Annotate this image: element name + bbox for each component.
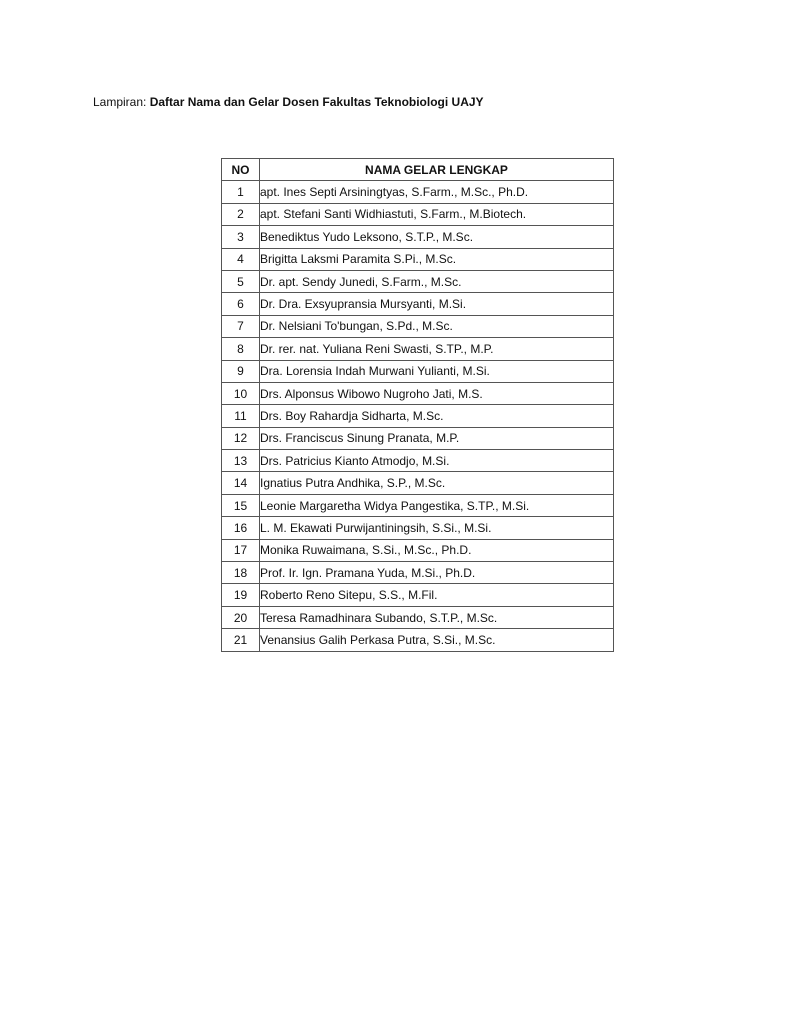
lecturer-name: Benediktus Yudo Leksono, S.T.P., M.Sc. <box>260 226 614 248</box>
table-row <box>222 360 614 382</box>
row-number: 3 <box>222 226 260 248</box>
row-number: 19 <box>222 584 260 606</box>
lecturer-name: Drs. Franciscus Sinung Pranata, M.P. <box>260 427 614 449</box>
lecturer-name: Drs. Patricius Kianto Atmodjo, M.Si. <box>260 450 614 472</box>
lecturer-name: Monika Ruwaimana, S.Si., M.Sc., Ph.D. <box>260 539 614 561</box>
table-row <box>222 315 614 337</box>
table-row <box>222 539 614 561</box>
lecturer-name: L. M. Ekawati Purwijantiningsih, S.Si., M.Si. <box>260 517 614 539</box>
table-row <box>222 494 614 516</box>
table-row <box>222 427 614 449</box>
row-number: 15 <box>222 494 260 516</box>
table-body <box>222 181 614 651</box>
lecturer-name: Prof. Ir. Ign. Pramana Yuda, M.Si., Ph.D. <box>260 562 614 584</box>
table-row <box>222 293 614 315</box>
table-row <box>222 472 614 494</box>
row-number: 17 <box>222 539 260 561</box>
row-number: 12 <box>222 427 260 449</box>
lecturer-name: Dr. Dra. Exsyupransia Mursyanti, M.Si. <box>260 293 614 315</box>
table-row <box>222 338 614 360</box>
lecturer-table <box>221 158 614 652</box>
table-row <box>222 203 614 225</box>
lecturer-name: Dr. rer. nat. Yuliana Reni Swasti, S.TP., M.P. <box>260 338 614 360</box>
row-number: 10 <box>222 382 260 404</box>
column-header-name: NAMA GELAR LENGKAP <box>260 159 614 181</box>
row-number: 4 <box>222 248 260 270</box>
lecturer-name: Brigitta Laksmi Paramita S.Pi., M.Sc. <box>260 248 614 270</box>
row-number: 1 <box>222 181 260 203</box>
lecturer-name: Venansius Galih Perkasa Putra, S.Si., M.Sc. <box>260 629 614 651</box>
table-row <box>222 606 614 628</box>
row-number: 9 <box>222 360 260 382</box>
lecturer-name: apt. Ines Septi Arsiningtyas, S.Farm., M.Sc., Ph.D. <box>260 181 614 203</box>
table-row <box>222 226 614 248</box>
table-row <box>222 405 614 427</box>
row-number: 11 <box>222 405 260 427</box>
row-number: 21 <box>222 629 260 651</box>
table-row <box>222 450 614 472</box>
lecturer-name: Dr. Nelsiani To'bungan, S.Pd., M.Sc. <box>260 315 614 337</box>
lecturer-name: Drs. Alponsus Wibowo Nugroho Jati, M.S. <box>260 382 614 404</box>
table-row <box>222 181 614 203</box>
heading-prefix: Lampiran: <box>93 95 150 109</box>
table-header-row <box>222 159 614 181</box>
table-row <box>222 248 614 270</box>
table-row <box>222 270 614 292</box>
row-number: 2 <box>222 203 260 225</box>
lecturer-name: Ignatius Putra Andhika, S.P., M.Sc. <box>260 472 614 494</box>
document-heading <box>93 94 484 110</box>
row-number: 20 <box>222 606 260 628</box>
lecturer-name: Drs. Boy Rahardja Sidharta, M.Sc. <box>260 405 614 427</box>
table-row <box>222 584 614 606</box>
row-number: 8 <box>222 338 260 360</box>
table-row <box>222 562 614 584</box>
lecturer-name: Leonie Margaretha Widya Pangestika, S.TP., M.Si. <box>260 494 614 516</box>
lecturer-name: Dr. apt. Sendy Junedi, S.Farm., M.Sc. <box>260 270 614 292</box>
table-row <box>222 629 614 651</box>
lecturer-name: apt. Stefani Santi Widhiastuti, S.Farm., M.Biotech. <box>260 203 614 225</box>
row-number: 14 <box>222 472 260 494</box>
row-number: 5 <box>222 270 260 292</box>
lecturer-name: Teresa Ramadhinara Subando, S.T.P., M.Sc. <box>260 606 614 628</box>
lecturer-name: Roberto Reno Sitepu, S.S., M.Fil. <box>260 584 614 606</box>
row-number: 16 <box>222 517 260 539</box>
column-header-no: NO <box>222 159 260 181</box>
row-number: 13 <box>222 450 260 472</box>
table-row <box>222 517 614 539</box>
row-number: 18 <box>222 562 260 584</box>
table-row <box>222 382 614 404</box>
heading-title: Daftar Nama dan Gelar Dosen Fakultas Teknobiologi UAJY <box>149 95 484 109</box>
lecturer-name: Dra. Lorensia Indah Murwani Yulianti, M.Si. <box>260 360 614 382</box>
row-number: 7 <box>222 315 260 337</box>
row-number: 6 <box>222 293 260 315</box>
